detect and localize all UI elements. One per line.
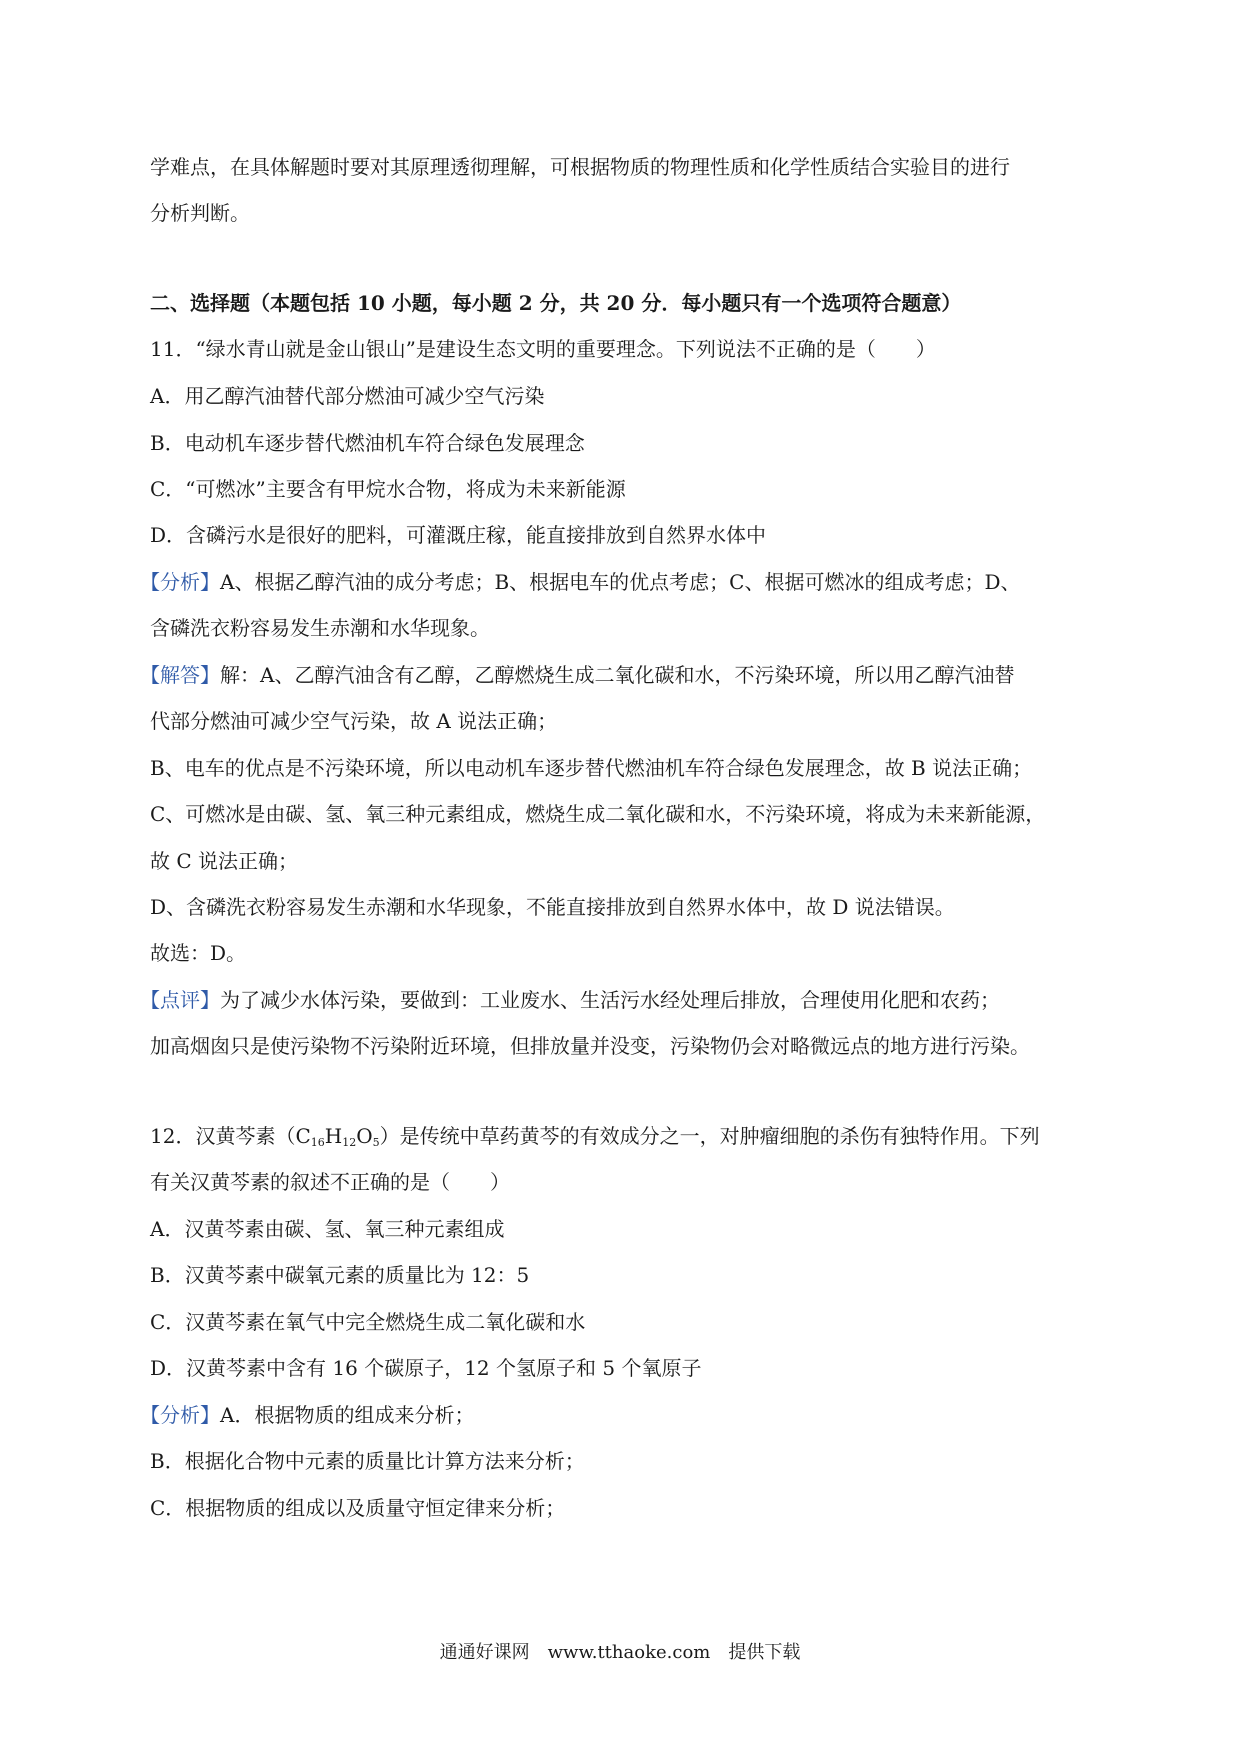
text-line: 故 C 说法正确；: [150, 849, 299, 873]
question-12-option-d: D．汉黄芩素中含有 16 个碳原子，12 个氢原子和 5 个氧原子: [150, 1356, 702, 1380]
analysis-text: A、根据乙醇汽油的成分考虑；B、根据电车的优点考虑；C、根据可燃冰的组成考虑；D、: [220, 570, 1021, 594]
formula-subscript: 5: [372, 1136, 380, 1149]
question-12-stem: [150, 1124, 1040, 1155]
question-12-option-b: B．汉黄芩素中碳氧元素的质量比为 12：5: [150, 1263, 530, 1287]
comment-tag: 【点评】: [140, 988, 220, 1012]
question-12-analysis: [140, 1403, 474, 1427]
text-line: 有关汉黄芩素的叙述不正确的是（ ）: [150, 1170, 510, 1194]
question-11-answer: [140, 663, 1014, 687]
formula-subscript: 12: [342, 1136, 357, 1149]
question-11-option-b: B．电动机车逐步替代燃油机车符合绿色发展理念: [150, 431, 585, 455]
question-11-stem: 11．“绿水青山就是金山银山”是建设生态文明的重要理念。下列说法不正确的是（ ）: [150, 337, 936, 361]
question-11-option-d: D．含磷污水是很好的肥料，可灌溉庄稼，能直接排放到自然界水体中: [150, 523, 767, 547]
comment-text: 为了减少水体污染，要做到：工业废水、生活污水经处理后排放，合理使用化肥和农药；: [220, 988, 1000, 1012]
analysis-text: A．根据物质的组成来分析；: [220, 1403, 475, 1427]
analysis-tag: 【分析】: [140, 1403, 220, 1427]
analysis-tag: 【分析】: [140, 570, 220, 594]
answer-text: 解：A、乙醇汽油含有乙醇，乙醇燃烧生成二氧化碳和水，不污染环境，所以用乙醇汽油替: [220, 663, 1015, 687]
text-line: 加高烟囱只是使污染物不污染附近环境，但排放量并没变，污染物仍会对略微远点的地方进行污染。: [150, 1034, 1030, 1058]
text-line: 故选：D。: [150, 941, 247, 965]
answer-tag: 【解答】: [140, 663, 220, 687]
page-footer: 通通好课网 www.tthaoke.com 提供下载: [439, 1642, 801, 1663]
question-12-option-a: A．汉黄芩素由碳、氢、氧三种元素组成: [150, 1217, 505, 1241]
text-line: 含磷洗衣粉容易发生赤潮和水华现象。: [150, 616, 490, 640]
text-line: B、电车的优点是不污染环境，所以电动机车逐步替代燃油机车符合绿色发展理念，故 B 说法正确；: [150, 756, 1033, 780]
text-line: 代部分燃油可减少空气污染，故 A 说法正确；: [150, 709, 558, 733]
formula-prefix: 12．汉黄芩素（C: [150, 1124, 311, 1148]
question-11-option-c: C．“可燃冰”主要含有甲烷水合物，将成为未来新能源: [150, 477, 626, 501]
question-11-analysis: [140, 570, 1020, 594]
text-line: B．根据化合物中元素的质量比计算方法来分析；: [150, 1449, 585, 1473]
formula-subscript: 16: [310, 1136, 325, 1149]
text-line: 学难点，在具体解题时要对其原理透彻理解，可根据物质的物理性质和化学性质结合实验目的进行: [150, 155, 1010, 179]
text-line: C、可燃冰是由碳、氢、氧三种元素组成，燃烧生成二氧化碳和水，不污染环境，将成为未来新能源，: [150, 802, 1046, 826]
question-12-option-c: C．汉黄芩素在氧气中完全燃烧生成二氧化碳和水: [150, 1310, 586, 1334]
question-11-option-a: A．用乙醇汽油替代部分燃油可减少空气污染: [150, 384, 545, 408]
formula-element: H: [324, 1124, 343, 1148]
section-title: 二、选择题（本题包括 10 小题，每小题 2 分，共 20 分．每小题只有一个选项符合题意）: [150, 291, 962, 315]
text-line: 分析判断。: [150, 201, 250, 225]
text-line: C．根据物质的组成以及质量守恒定律来分析；: [150, 1496, 566, 1520]
formula-element: O: [356, 1124, 373, 1148]
question-11-comment: [140, 988, 1000, 1012]
stem-text: ）是传统中草药黄芩的有效成分之一，对肿瘤细胞的杀伤有独特作用。下列: [379, 1124, 1040, 1148]
text-line: D、含磷洗衣粉容易发生赤潮和水华现象，不能直接排放到自然界水体中，故 D 说法错误。: [150, 895, 955, 919]
